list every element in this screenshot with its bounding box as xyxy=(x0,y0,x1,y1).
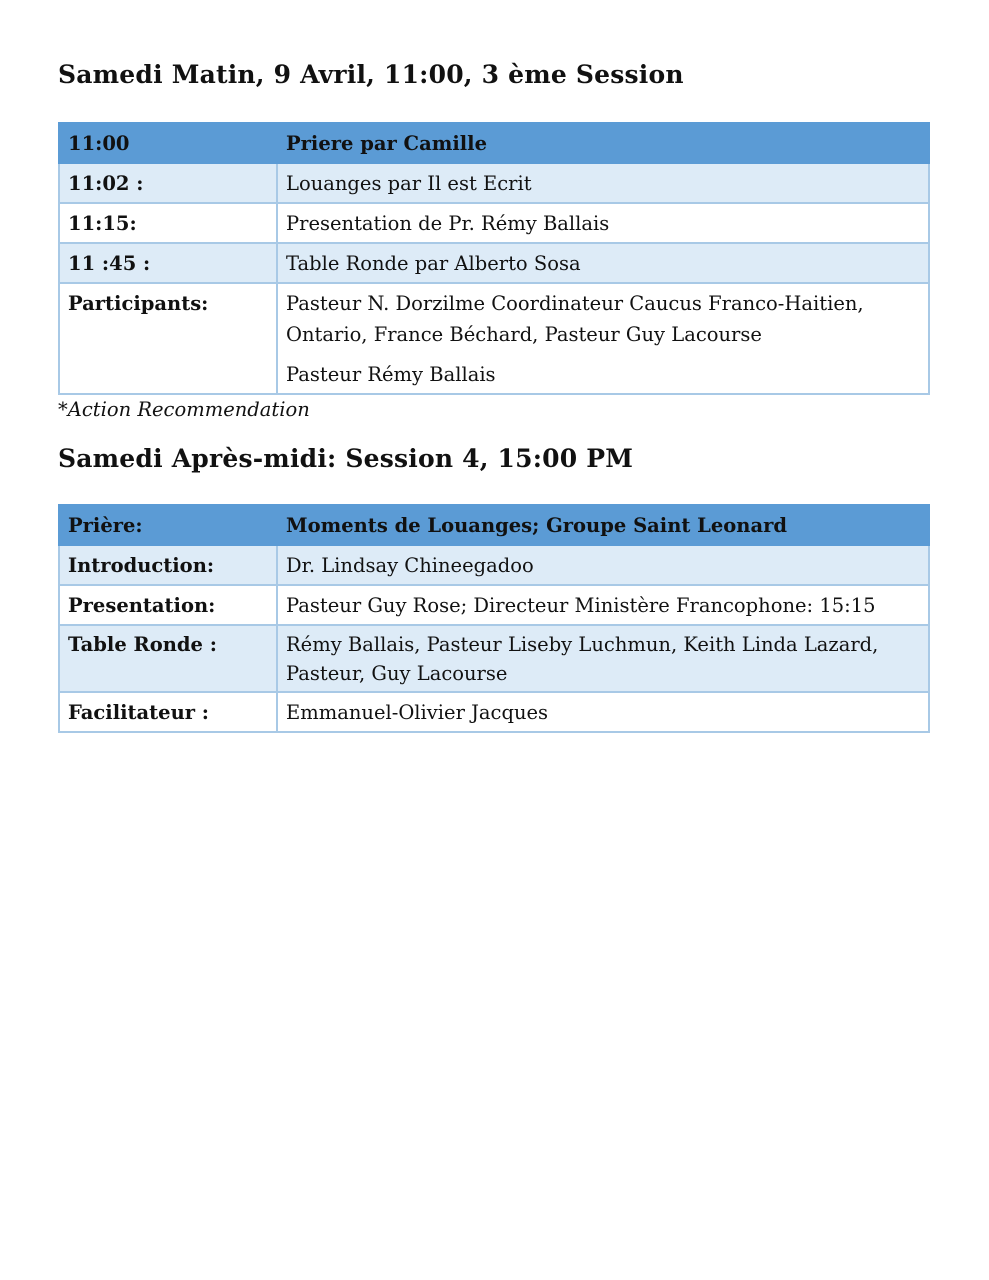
table-row xyxy=(59,283,929,394)
detail-cell: Dr. Lindsay Chineegadoo xyxy=(277,545,929,585)
participants-line1: Pasteur N. Dorzilme Coordinateur Caucus Franco-Haitien, Ontario, France Béchard, Pasteur Guy Lacourse xyxy=(286,292,864,346)
detail-cell: Pasteur Guy Rose; Directeur Ministère Francophone: 15:15 xyxy=(277,585,929,625)
table-row xyxy=(59,585,929,625)
detail-cell: Emmanuel-Olivier Jacques xyxy=(277,692,929,732)
table-row xyxy=(59,625,929,692)
table-row xyxy=(59,692,929,732)
detail-cell: Table Ronde par Alberto Sosa xyxy=(277,243,929,283)
time-cell: 11:15: xyxy=(59,203,277,243)
label-cell: Presentation: xyxy=(59,585,277,625)
participants-label: Participants: xyxy=(59,283,277,394)
participants-line2: Pasteur Rémy Ballais xyxy=(286,363,496,386)
table-row xyxy=(59,123,929,163)
time-cell: 11:02 : xyxy=(59,163,277,203)
table-row xyxy=(59,243,929,283)
table-row xyxy=(59,203,929,243)
session4-title: Samedi Après-midi: Session 4, 15:00 PM xyxy=(58,444,634,473)
label-cell: Introduction: xyxy=(59,545,277,585)
detail-cell: Moments de Louanges; Groupe Saint Leonard xyxy=(277,505,929,545)
label-cell: Facilitateur : xyxy=(59,692,277,732)
time-cell: 11 :45 : xyxy=(59,243,277,283)
detail-cell: Presentation de Pr. Rémy Ballais xyxy=(277,203,929,243)
participants-cell xyxy=(277,283,929,394)
action-note: *Action Recommendation xyxy=(58,398,310,421)
session3-table xyxy=(58,122,930,395)
time-cell: 11:00 xyxy=(59,123,277,163)
label-cell: Table Ronde : xyxy=(59,625,277,692)
table-row xyxy=(59,163,929,203)
session3-title: Samedi Matin, 9 Avril, 11:00, 3 ème Session xyxy=(58,60,684,89)
label-cell: Prière: xyxy=(59,505,277,545)
detail-cell: Rémy Ballais, Pasteur Liseby Luchmun, Keith Linda Lazard, Pasteur, Guy Lacourse xyxy=(277,625,929,692)
session4-table xyxy=(58,504,930,733)
table-row xyxy=(59,545,929,585)
detail-cell: Priere par Camille xyxy=(277,123,929,163)
detail-cell: Louanges par Il est Ecrit xyxy=(277,163,929,203)
table-row xyxy=(59,505,929,545)
